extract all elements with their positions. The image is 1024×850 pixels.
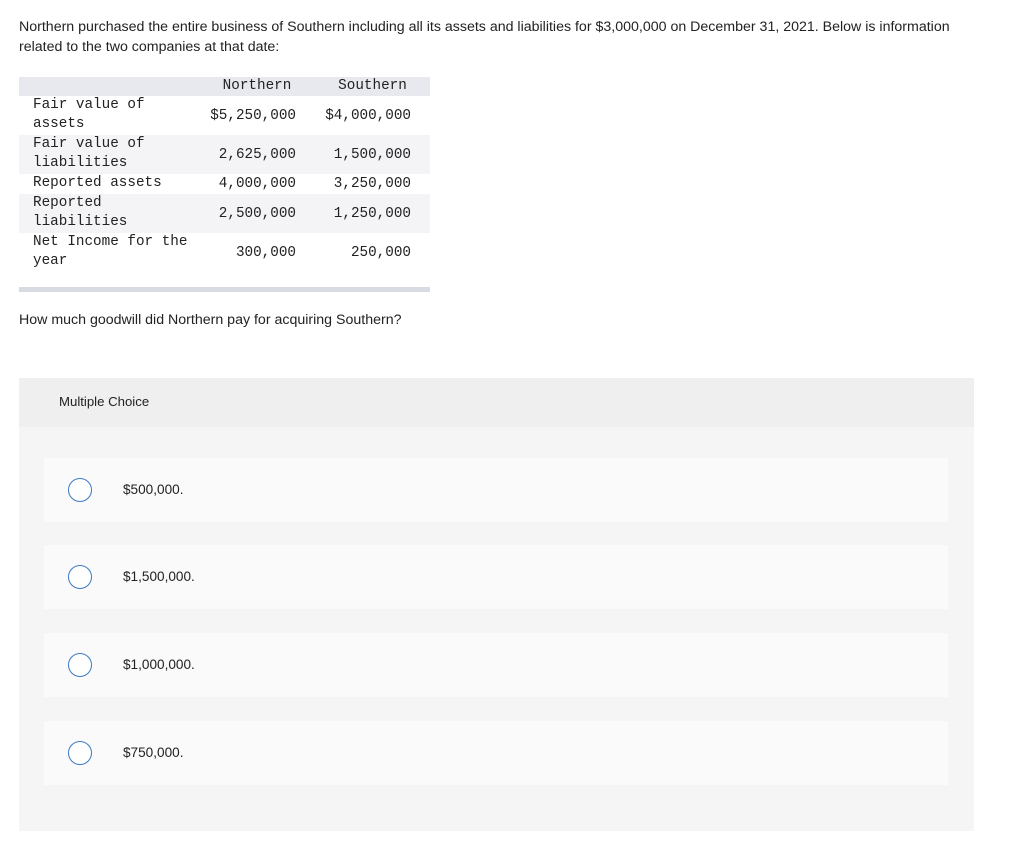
southern-value: 1,500,000	[315, 135, 430, 174]
row-label: Fair value of liabilities	[19, 135, 199, 174]
table-corner-cell	[19, 77, 199, 96]
company-data-table	[19, 77, 430, 292]
northern-value: 2,625,000	[199, 135, 315, 174]
radio-button-icon[interactable]	[68, 741, 92, 765]
answer-option[interactable]	[44, 721, 948, 785]
answer-option[interactable]	[44, 633, 948, 697]
southern-value: $4,000,000	[325, 107, 411, 124]
table-footer-bar	[19, 287, 430, 292]
row-label: Net Income for the year	[33, 234, 188, 269]
table-row	[19, 96, 430, 135]
northern-value: $5,250,000	[210, 107, 296, 124]
answer-option-label[interactable]: $750,000.	[123, 745, 184, 760]
row-label: Reported assets	[33, 175, 162, 191]
southern-value: 250,000	[350, 245, 411, 261]
table-spacer	[19, 273, 430, 287]
table-row	[19, 135, 430, 174]
table-row	[19, 174, 430, 194]
radio-button-icon[interactable]	[68, 565, 92, 589]
row-label: Reported liabilities	[19, 194, 199, 233]
answer-option[interactable]	[44, 458, 948, 522]
northern-value: 4,000,000	[218, 176, 296, 192]
multiple-choice-panel	[19, 378, 974, 831]
table-row	[19, 194, 430, 233]
multiple-choice-header	[19, 378, 974, 427]
radio-button-icon[interactable]	[68, 653, 92, 677]
southern-value: 1,250,000	[315, 194, 430, 233]
southern-value: 3,250,000	[333, 176, 411, 192]
column-header-northern: Northern	[199, 77, 315, 96]
multiple-choice-title: Multiple Choice	[59, 394, 150, 409]
row-label: Fair value of assets	[33, 97, 145, 132]
table-header-row	[19, 77, 430, 96]
table-row	[19, 233, 430, 273]
answer-option-label[interactable]: $500,000.	[123, 482, 184, 497]
radio-button-icon[interactable]	[68, 478, 92, 502]
problem-statement: Northern purchased the entire business of Southern including all its assets and liabilities for $3,000,000 on December 31, 2021. Below is information related to the two companies at that date:	[19, 19, 950, 55]
answer-option-label[interactable]: $1,500,000.	[123, 569, 195, 584]
northern-value: 2,500,000	[199, 194, 315, 233]
answer-option-label[interactable]: $1,000,000.	[123, 657, 195, 672]
column-header-southern: Southern	[315, 77, 430, 96]
answer-option[interactable]	[44, 545, 948, 609]
question-text: How much goodwill did Northern pay for acquiring Southern?	[19, 312, 402, 328]
northern-value: 300,000	[235, 245, 296, 261]
